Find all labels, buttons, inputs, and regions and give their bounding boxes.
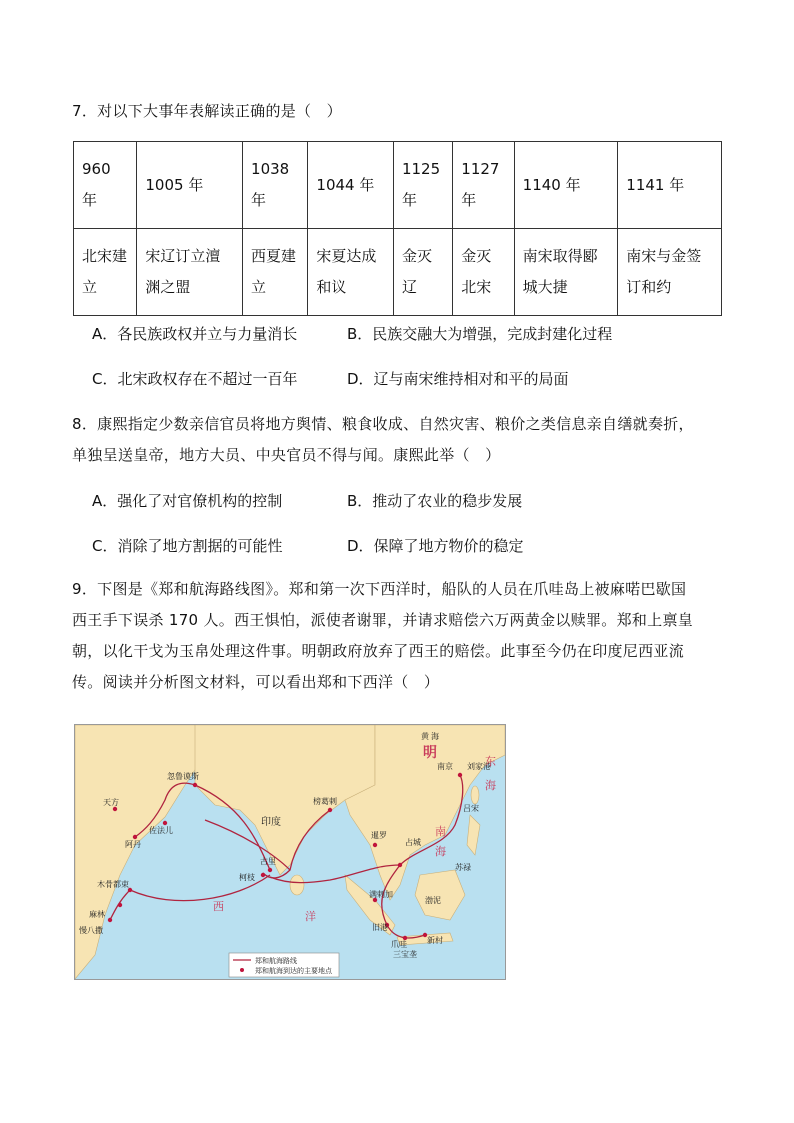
event-cell: 宋夏达成和议 [308, 229, 394, 316]
place-label: 暹罗 [371, 831, 387, 840]
question-9-line: 传。阅读并分析图文材料，可以看出郑和下西洋（ ） [72, 673, 440, 691]
place-label: 忽鲁谟斯 [167, 772, 199, 781]
place-dot [108, 918, 112, 922]
q8-option-b[interactable]: B．推动了农业的稳步发展 [347, 492, 523, 510]
year-cell: 960 年 [74, 142, 137, 229]
place-dot [193, 783, 197, 787]
region-label: 东 [485, 755, 496, 768]
place-label: 麻林 [89, 910, 105, 919]
legend-dot-swatch [240, 968, 244, 972]
question-9-line: 9．下图是《郑和航海路线图》。郑和第一次下西洋时，船队的人员在爪哇岛上被麻喏巴歇国 [72, 580, 687, 598]
year-cell: 1125 年 [393, 142, 452, 229]
event-cell: 西夏建立 [243, 229, 308, 316]
q8-option-a[interactable]: A．强化了对官僚机构的控制 [92, 492, 283, 510]
place-dot [458, 773, 462, 777]
q7-option-a[interactable]: A．各民族政权并立与力量消长 [92, 325, 298, 343]
place-dot [133, 835, 137, 839]
question-8-line: 8．康熙指定少数亲信官员将地方舆情、粮食收成、自然灾害、粮价之类信息亲自缮就奏折， [72, 415, 694, 433]
legend-dot-label: 郑和航海到达的主要地点 [255, 967, 332, 975]
question-9-line: 西王手下误杀 170 人。西王惧怕，派使者谢罪，并请求赔偿六万两黄金以赎罪。郑和上禀皇 [72, 611, 694, 629]
zheng-he-route-map [74, 724, 506, 980]
region-label: 西 [213, 900, 224, 913]
year-cell: 1005 年 [137, 142, 243, 229]
region-label: 南 [435, 825, 446, 838]
event-cell: 金灭辽 [393, 229, 452, 316]
event-cell: 金灭北宋 [453, 229, 514, 316]
event-cell: 宋辽订立澶渊之盟 [137, 229, 243, 316]
place-label: 古里 [260, 857, 276, 866]
place-label: 阿丹 [125, 840, 141, 849]
question-9-stem [72, 574, 693, 698]
question-8-line: 单独呈送皇帝，地方大员、中央官员不得与闻。康熙此举（ ） [72, 446, 501, 464]
place-dot [373, 843, 377, 847]
region-label: 黄 [421, 732, 429, 741]
region-label: 印度 [261, 817, 281, 828]
place-label: 南京 [437, 762, 453, 771]
event-cell: 南宋与金签订和约 [618, 229, 722, 316]
place-label: 慢八撒 [79, 926, 103, 935]
map-svg [75, 725, 505, 979]
place-label: 旧港 [372, 923, 388, 932]
region-label: 洋 [305, 910, 316, 923]
place-dot [328, 808, 332, 812]
event-cell: 南宋取得郾城大捷 [514, 229, 618, 316]
place-dot [268, 868, 272, 872]
year-cell: 1140 年 [514, 142, 618, 229]
place-label: 爪哇 [391, 940, 407, 949]
place-label: 刘家港 [467, 762, 491, 771]
taiwan-land [471, 786, 479, 804]
place-label: 佐法儿 [149, 826, 173, 835]
place-label: 渤泥 [425, 896, 441, 905]
region-label: 海 [485, 779, 496, 792]
timeline-years-row [74, 142, 722, 229]
place-label: 柯枝 [239, 873, 255, 882]
place-dot [118, 903, 122, 907]
country-label: 明 [423, 745, 437, 761]
q7-option-b[interactable]: B．民族交融大为增强，完成封建化过程 [347, 325, 613, 343]
place-dot [163, 821, 167, 825]
place-label: 苏禄 [455, 863, 471, 872]
q8-option-c[interactable]: C．消除了地方割据的可能性 [92, 537, 283, 555]
place-label: 满剌加 [369, 890, 393, 899]
place-dot [398, 863, 402, 867]
legend-route-label: 郑和航海路线 [255, 957, 297, 965]
place-label: 新村 [427, 936, 443, 945]
year-cell: 1141 年 [618, 142, 722, 229]
question-8-stem [72, 409, 694, 471]
place-dot [113, 807, 117, 811]
timeline-events-row [74, 229, 722, 316]
event-cell: 北宋建立 [74, 229, 137, 316]
year-cell: 1044 年 [308, 142, 394, 229]
question-7-text: 7．对以下大事年表解读正确的是（ ） [72, 102, 342, 120]
timeline-table [73, 141, 722, 316]
year-cell: 1038 年 [243, 142, 308, 229]
q7-option-c[interactable]: C．北宋政权存在不超过一百年 [92, 370, 298, 388]
place-label: 三宝垄 [393, 950, 417, 959]
region-label: 海 [435, 845, 446, 858]
map-legend [229, 953, 339, 977]
place-label: 吕宋 [463, 804, 479, 813]
place-label: 木骨都束 [97, 880, 129, 889]
place-label: 天方 [103, 798, 119, 807]
sri-lanka-land [290, 875, 304, 895]
question-7-stem [72, 96, 342, 127]
place-label: 榜葛剌 [313, 797, 337, 806]
q7-option-d[interactable]: D．辽与南宋维持相对和平的局面 [347, 370, 569, 388]
place-label: 占城 [405, 838, 421, 847]
region-label: 海 [431, 732, 439, 741]
place-dot [261, 873, 265, 877]
q8-option-d[interactable]: D．保障了地方物价的稳定 [347, 537, 524, 555]
question-9-line: 朝，以化干戈为玉帛处理这件事。明朝政府放弃了西王的赔偿。此事至今仍在印度尼西亚流 [72, 642, 685, 660]
year-cell: 1127 年 [453, 142, 514, 229]
